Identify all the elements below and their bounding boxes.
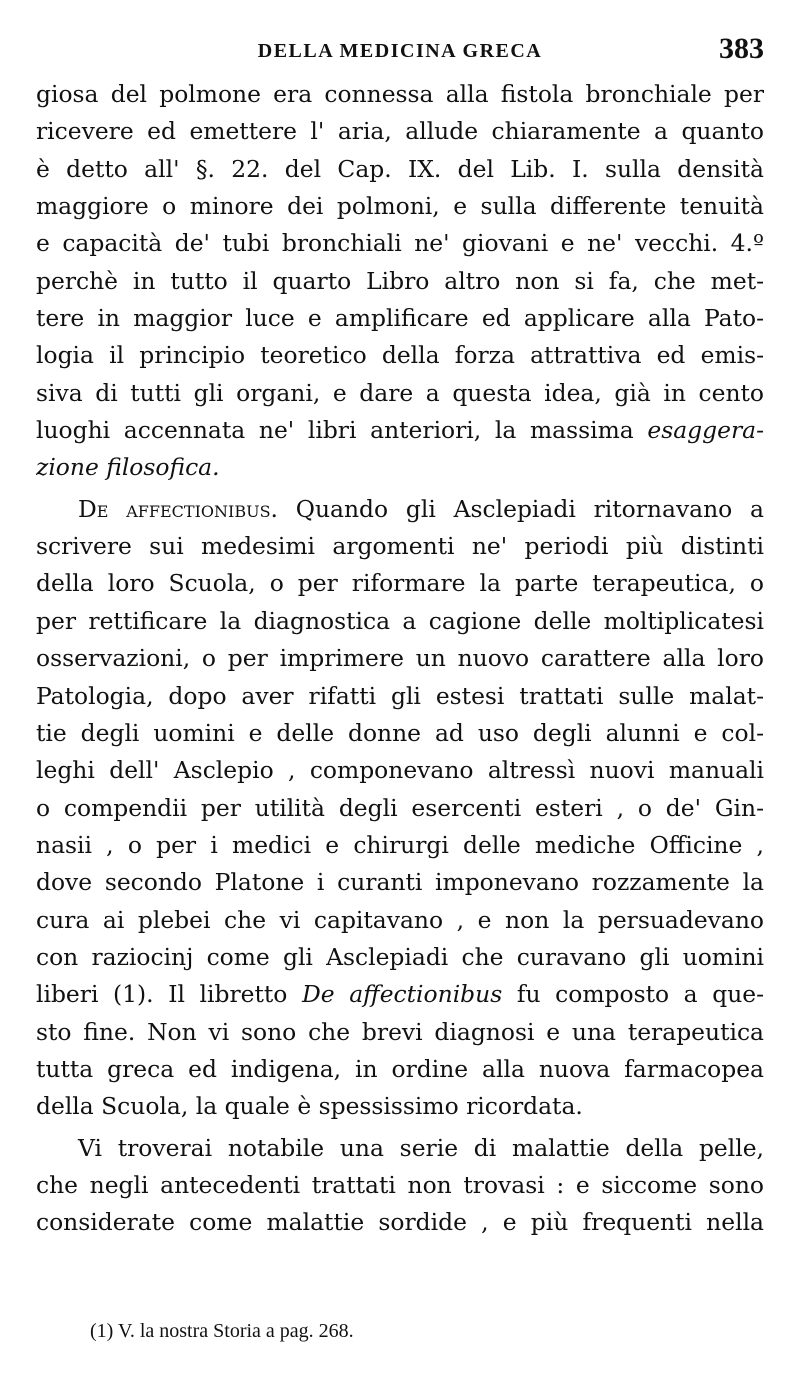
text-line: ricevere ed emettere l' aria, allude chiaramente a quanto [36, 117, 764, 146]
running-head [36, 30, 764, 70]
italic-title: De affectionibus [302, 980, 503, 1009]
text-line: che negli antecedenti trattati non trovasi : e siccome sono [36, 1170, 764, 1199]
text-line: Patologia, dopo aver rifatti gli estesi trattati sulle malat- [36, 681, 764, 710]
text-line [36, 412, 764, 449]
footnote: (1) V. la nostra Storia a pag. 268. [90, 1320, 354, 1342]
text-line: osservazioni, o per imprimere un nuovo carattere alla loro [36, 644, 764, 673]
text-line: è detto all' §. 22. del Cap. IX. del Lib. I. sulla densità [36, 154, 764, 183]
running-title: DELLA MEDICINA GRECA [257, 40, 543, 62]
text-line: leghi dell' Asclepio , componevano altressì nuovi manuali [36, 756, 764, 785]
text-line: o compendii per utilità degli esercenti esteri , o de' Gin- [36, 793, 764, 822]
text-line: nasii , o per i medici e chirurgi delle mediche Officine , [36, 830, 764, 859]
text-line: della loro Scuola, o per riformare la parte terapeutica, o [36, 569, 764, 598]
text-segment: luoghi accennata ne' libri anteriori, la massima [36, 416, 634, 445]
italic-phrase: esaggera- [647, 416, 764, 445]
text-line [36, 491, 764, 528]
text-line: tere in maggior luce e amplificare ed applicare alla Pato- [36, 304, 764, 333]
text-line [36, 976, 764, 1013]
text-line: logia il principio teoretico della forza attrattiva ed emis- [36, 341, 764, 370]
text-line: perchè in tutto il quarto Libro altro non si fa, che met- [36, 266, 764, 295]
text-segment: fu composto a que- [516, 980, 764, 1009]
text-line: Vi troverai notabile una serie di malattie della pelle, [78, 1133, 764, 1162]
text-line: dove secondo Platone i curanti imponevano rozzamente la [36, 868, 764, 897]
section-heading: De affectionibus. [78, 494, 278, 523]
text-segment: Quando gli Asclepiadi ritornavano a [295, 494, 764, 523]
text-line: per rettificare la diagnostica a cagione delle moltiplicatesi [36, 606, 764, 635]
text-line: maggiore o minore dei polmoni, e sulla differente tenuità [36, 192, 764, 221]
text-line: cura ai plebei che vi capitavano , e non la persuadevano [36, 905, 764, 934]
text-line: tutta greca ed indigena, in ordine alla nuova farmacopea [36, 1054, 764, 1083]
text-line: considerate come malattie sordide , e più frequenti nella [36, 1208, 764, 1237]
text-line: della Scuola, la quale è spessissimo ricordata. [36, 1092, 583, 1121]
text-segment: liberi (1). Il libretto [36, 980, 288, 1009]
text-line: con raziocinj come gli Asclepiadi che curavano gli uomini [36, 942, 764, 971]
text-line: scrivere sui medesimi argomenti ne' periodi più distinti [36, 532, 764, 561]
text-line: zione filosofica. [36, 453, 220, 482]
text-line: giosa del polmone era connessa alla fistola bronchiale per [36, 80, 764, 108]
text-line: siva di tutti gli organi, e dare a questa idea, già in cento [36, 378, 764, 407]
text-line: sto fine. Non vi sono che brevi diagnosi e una terapeutica [36, 1017, 764, 1046]
text-line: tie degli uomini e delle donne ad uso degli alunni e col- [36, 718, 764, 747]
body-text [36, 76, 764, 1242]
text-line: e capacità de' tubi bronchiali ne' giovani e ne' vecchi. 4.º [36, 229, 764, 258]
page-number: 383 [719, 32, 764, 65]
